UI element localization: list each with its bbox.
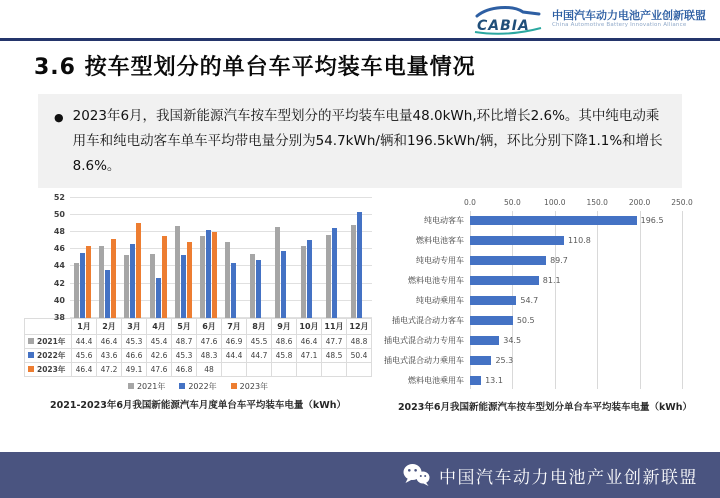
table-cell: 42.6 bbox=[147, 349, 171, 362]
category-label: 纯电动客车 bbox=[424, 216, 464, 226]
x-tick-label: 0.0 bbox=[464, 197, 476, 207]
legend-label: 2023年 bbox=[239, 381, 269, 391]
bar bbox=[332, 228, 337, 318]
table-cell: 48.8 bbox=[347, 335, 371, 348]
header bbox=[0, 0, 720, 41]
bar-group bbox=[322, 198, 347, 318]
bar bbox=[470, 296, 516, 305]
value-label: 50.5 bbox=[516, 316, 535, 326]
month-header: 12月 bbox=[347, 319, 371, 334]
bar bbox=[156, 278, 161, 317]
y-tick-label: 46 bbox=[53, 244, 65, 254]
type-chart-body bbox=[382, 211, 708, 391]
y-tick-label: 44 bbox=[53, 261, 65, 271]
bar bbox=[187, 242, 192, 317]
category-label: 插电式混合动力专用车 bbox=[384, 336, 464, 346]
table-cell: 47.6 bbox=[197, 335, 221, 348]
bar bbox=[181, 255, 186, 318]
bullet-icon: ● bbox=[54, 111, 64, 124]
bar-group bbox=[196, 198, 221, 318]
bar-row bbox=[470, 251, 708, 271]
bar bbox=[470, 336, 499, 345]
bar-group bbox=[221, 198, 246, 318]
bar bbox=[326, 235, 331, 318]
bar bbox=[200, 236, 205, 318]
table-cell: 45.6 bbox=[72, 349, 96, 362]
bar-groups bbox=[70, 198, 372, 318]
bar bbox=[175, 226, 180, 318]
monthly-chart-table bbox=[24, 318, 372, 377]
legend-label: 2021年 bbox=[136, 381, 166, 391]
bar-row bbox=[470, 291, 708, 311]
table-cell: 44.4 bbox=[222, 349, 246, 362]
table-cell: 44.4 bbox=[72, 335, 96, 348]
bar-group bbox=[296, 198, 321, 318]
svg-text:CABIA: CABIA bbox=[477, 18, 530, 34]
bar bbox=[470, 276, 539, 285]
legend-item bbox=[179, 381, 216, 392]
monthly-chart-legend bbox=[24, 381, 372, 392]
org-name-cn: 中国汽车动力电池产业创新联盟 bbox=[552, 8, 706, 22]
monthly-chart-yaxis bbox=[24, 192, 70, 322]
org-name bbox=[552, 10, 706, 29]
bar bbox=[99, 246, 104, 318]
legend-label: 2022年 bbox=[188, 381, 217, 391]
month-header: 1月 bbox=[72, 319, 96, 334]
table-cell: 48.7 bbox=[172, 335, 196, 348]
bar-row bbox=[470, 311, 708, 331]
cabia-logo bbox=[471, 3, 706, 35]
table-cell bbox=[272, 363, 296, 376]
bar bbox=[80, 253, 85, 318]
bar bbox=[470, 316, 513, 325]
footer-bar bbox=[0, 452, 720, 498]
table-cell bbox=[247, 363, 271, 376]
y-tick-label: 50 bbox=[53, 210, 65, 220]
table-cell: 46.9 bbox=[222, 335, 246, 348]
wechat-icon bbox=[402, 463, 430, 487]
x-tick-label: 50.0 bbox=[504, 197, 521, 207]
table-cell: 46.4 bbox=[72, 363, 96, 376]
category-label: 插电式混合动力客车 bbox=[392, 316, 464, 326]
bar bbox=[130, 244, 135, 318]
table-cell: 46.8 bbox=[172, 363, 196, 376]
x-tick-label: 250.0 bbox=[671, 197, 693, 207]
bar bbox=[111, 239, 116, 318]
table-cell: 47.7 bbox=[322, 335, 346, 348]
type-chart bbox=[382, 198, 708, 413]
table-cell: 45.4 bbox=[147, 335, 171, 348]
series-name: 2023年 bbox=[37, 364, 66, 374]
series-label bbox=[25, 349, 71, 362]
series-name: 2022年 bbox=[37, 350, 66, 360]
value-label: 25.3 bbox=[495, 356, 514, 366]
monthly-chart-caption: 2021-2023年6月我国新能源汽车月度单台车平均装车电量（kWh） bbox=[50, 399, 346, 411]
monthly-chart-area bbox=[24, 192, 372, 322]
month-header: 2月 bbox=[97, 319, 121, 334]
month-header: 9月 bbox=[272, 319, 296, 334]
table-cell: 48.6 bbox=[272, 335, 296, 348]
month-header: 6月 bbox=[197, 319, 221, 334]
category-label: 纯电动专用车 bbox=[416, 256, 464, 266]
table-cell: 46.4 bbox=[97, 335, 121, 348]
bar bbox=[225, 242, 230, 318]
category-label: 纯电动乘用车 bbox=[416, 296, 464, 306]
table-cell: 47.1 bbox=[297, 349, 321, 362]
bar bbox=[256, 260, 261, 317]
category-label: 燃料电池客车 bbox=[416, 236, 464, 246]
value-label: 13.1 bbox=[485, 376, 503, 386]
value-label: 34.5 bbox=[503, 336, 522, 346]
bar bbox=[307, 240, 312, 318]
bar bbox=[86, 246, 91, 318]
bar-group bbox=[246, 198, 271, 318]
bar-row bbox=[470, 331, 708, 351]
bar-row bbox=[470, 231, 708, 251]
table-cell: 45.3 bbox=[122, 335, 146, 348]
table-cell: 45.8 bbox=[272, 349, 296, 362]
y-tick-label: 48 bbox=[53, 227, 65, 237]
bar bbox=[470, 256, 546, 265]
charts-row bbox=[0, 192, 720, 413]
bar-row bbox=[470, 211, 708, 231]
bar-group bbox=[171, 198, 196, 318]
value-label: 89.7 bbox=[550, 256, 568, 266]
bar bbox=[105, 270, 110, 318]
category-label: 插电式混合动力乘用车 bbox=[384, 356, 464, 366]
value-label: 196.5 bbox=[640, 216, 664, 226]
table-cell: 46.6 bbox=[122, 349, 146, 362]
series-label bbox=[25, 363, 71, 376]
bar bbox=[275, 227, 280, 318]
bar-group bbox=[95, 198, 120, 318]
y-tick-label: 38 bbox=[53, 312, 65, 322]
bar-row bbox=[470, 271, 708, 291]
bar bbox=[206, 230, 211, 318]
legend-key-icon bbox=[28, 352, 34, 358]
table-cell: 43.6 bbox=[97, 349, 121, 362]
bar-group bbox=[70, 198, 95, 318]
bar bbox=[74, 263, 79, 318]
category-label: 燃料电池专用车 bbox=[408, 276, 464, 286]
table-cell: 48.3 bbox=[197, 349, 221, 362]
bar bbox=[470, 356, 491, 365]
footer-org-name: 中国汽车动力电池产业创新联盟 bbox=[439, 467, 698, 488]
table-cell: 44.7 bbox=[247, 349, 271, 362]
type-chart-caption: 2023年6月我国新能源汽车按车型划分单台车平均装车电量（kWh） bbox=[397, 401, 693, 413]
bar-row bbox=[470, 351, 708, 371]
legend-key-icon bbox=[28, 338, 34, 344]
table-cell: 48.5 bbox=[322, 349, 346, 362]
monthly-chart-plot bbox=[70, 198, 372, 318]
table-cell: 47.6 bbox=[147, 363, 171, 376]
table-cell: 47.2 bbox=[97, 363, 121, 376]
legend-item bbox=[128, 381, 165, 392]
table-cell bbox=[322, 363, 346, 376]
table-cell: 48 bbox=[197, 363, 221, 376]
summary-text: 2023年6月，我国新能源汽车按车型划分的平均装车电量48.0kWh,环比增长2.6%。其中纯电动乘用车和纯电动客车单车平均带电量分别为54.7kWh/辆和196.5kWh/辆，环比分别下降1.1%和增长8.6%。 bbox=[72, 108, 663, 174]
bar bbox=[150, 254, 155, 317]
bar bbox=[231, 263, 236, 318]
summary-box bbox=[38, 94, 682, 188]
bar-group bbox=[347, 198, 372, 318]
month-header: 11月 bbox=[322, 319, 346, 334]
value-label: 110.8 bbox=[567, 236, 591, 246]
month-header: 8月 bbox=[247, 319, 271, 334]
bar bbox=[470, 236, 564, 245]
y-tick-label: 52 bbox=[53, 192, 65, 202]
type-chart-plot bbox=[470, 211, 708, 391]
bar bbox=[470, 216, 637, 225]
legend-key-icon bbox=[128, 383, 134, 389]
bar bbox=[357, 212, 362, 318]
bar bbox=[470, 376, 481, 385]
type-chart-axis bbox=[464, 197, 708, 211]
bar-group bbox=[120, 198, 145, 318]
category-label: 燃料电池乘用车 bbox=[408, 376, 464, 386]
bar bbox=[301, 246, 306, 318]
table-cell bbox=[347, 363, 371, 376]
x-tick-label: 100.0 bbox=[544, 197, 566, 207]
month-header: 4月 bbox=[147, 319, 171, 334]
table-cell bbox=[297, 363, 321, 376]
value-label: 54.7 bbox=[520, 296, 539, 306]
bar bbox=[162, 236, 167, 318]
table-cell: 49.1 bbox=[122, 363, 146, 376]
legend-item bbox=[231, 381, 268, 392]
bar bbox=[351, 225, 356, 318]
legend-key-icon bbox=[231, 383, 237, 389]
legend-key-icon bbox=[179, 383, 185, 389]
month-header: 7月 bbox=[222, 319, 246, 334]
series-name: 2021年 bbox=[37, 336, 66, 346]
month-header: 3月 bbox=[122, 319, 146, 334]
bar-group bbox=[145, 198, 170, 318]
bar bbox=[212, 232, 217, 318]
bar-row bbox=[470, 371, 708, 391]
month-header: 5月 bbox=[172, 319, 196, 334]
bar bbox=[250, 254, 255, 318]
table-cell bbox=[222, 363, 246, 376]
table-cell: 45.3 bbox=[172, 349, 196, 362]
table-cell: 46.4 bbox=[297, 335, 321, 348]
bar-group bbox=[271, 198, 296, 318]
x-tick-label: 200.0 bbox=[628, 197, 651, 207]
cabia-logo-icon bbox=[471, 3, 545, 35]
bar bbox=[136, 223, 141, 318]
monthly-chart bbox=[24, 192, 372, 413]
x-tick-label: 150.0 bbox=[586, 197, 608, 207]
table-cell: 45.5 bbox=[247, 335, 271, 348]
series-label bbox=[25, 335, 71, 348]
org-name-en: China Automotive Battery Innovation Alliance bbox=[552, 22, 687, 29]
legend-key-icon bbox=[28, 366, 34, 372]
type-chart-labels bbox=[382, 211, 470, 391]
bar bbox=[281, 251, 286, 318]
page-title: 3.6 按车型划分的单台车平均装车电量情况 bbox=[34, 55, 476, 80]
table-cell: 50.4 bbox=[347, 349, 371, 362]
bar bbox=[124, 255, 129, 318]
y-tick-label: 40 bbox=[53, 295, 65, 305]
y-tick-label: 42 bbox=[53, 278, 65, 288]
value-label: 81.1 bbox=[542, 276, 561, 286]
month-header: 10月 bbox=[297, 319, 321, 334]
